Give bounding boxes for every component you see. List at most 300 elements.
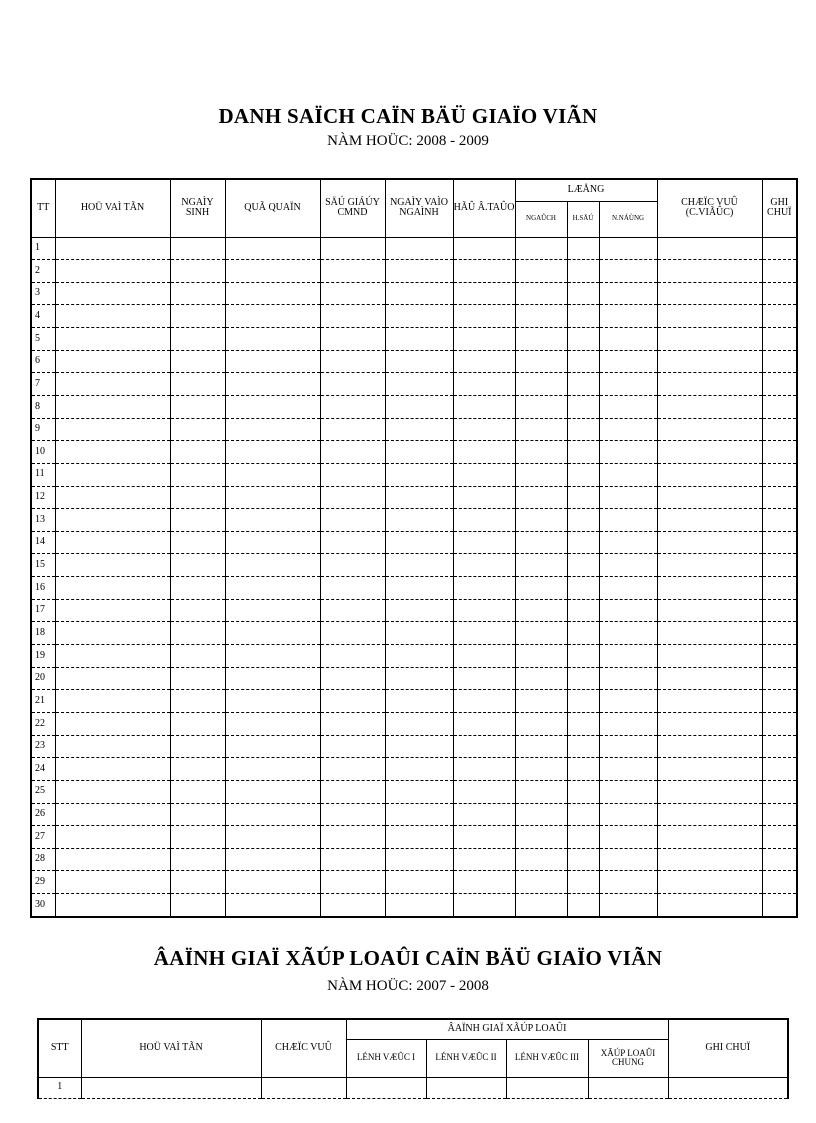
- row-number: 5: [31, 328, 55, 351]
- table-cell: [55, 599, 170, 622]
- row-number: 9: [31, 418, 55, 441]
- table-cell: [225, 803, 320, 826]
- table-cell: [762, 712, 797, 735]
- table-row: [31, 667, 797, 690]
- table-cell: [385, 554, 453, 577]
- table-cell: [225, 599, 320, 622]
- header-dob: NGAÌY SINH: [170, 179, 225, 237]
- header-salary: LÆÅNG: [515, 179, 657, 201]
- table-cell: [515, 667, 567, 690]
- table-cell: [515, 531, 567, 554]
- table-cell: [170, 848, 225, 871]
- table-cell: [225, 826, 320, 849]
- table-cell: [320, 418, 385, 441]
- table-cell: [225, 577, 320, 600]
- table-cell: [225, 645, 320, 668]
- table-cell: [515, 690, 567, 713]
- table-cell: [515, 622, 567, 645]
- table-cell: [657, 894, 762, 917]
- table-cell: [225, 554, 320, 577]
- table-cell: [762, 305, 797, 328]
- table-cell: [170, 780, 225, 803]
- table-cell: [762, 758, 797, 781]
- table-cell: [55, 712, 170, 735]
- table-cell: [320, 894, 385, 917]
- table-cell: [453, 871, 515, 894]
- table-cell: [55, 350, 170, 373]
- table-cell: [657, 803, 762, 826]
- table-cell: [567, 758, 599, 781]
- table-cell: [170, 803, 225, 826]
- table-cell: [453, 758, 515, 781]
- table-cell: [515, 712, 567, 735]
- table-cell: [225, 282, 320, 305]
- table-cell: [385, 758, 453, 781]
- table-cell: [762, 871, 797, 894]
- eval-header-field-1: LÉNH VÆÛC I: [346, 1039, 426, 1077]
- table-cell: [567, 441, 599, 464]
- table-cell: [657, 554, 762, 577]
- table-cell: [55, 237, 170, 260]
- table-cell: [170, 418, 225, 441]
- table-cell: [515, 237, 567, 260]
- table-cell: [170, 712, 225, 735]
- table-cell: [385, 531, 453, 554]
- table-cell: [453, 441, 515, 464]
- table-cell: [320, 645, 385, 668]
- table-cell: [320, 780, 385, 803]
- table-cell: [567, 735, 599, 758]
- table-cell: [567, 260, 599, 283]
- table-cell: [453, 826, 515, 849]
- table-cell: [385, 894, 453, 917]
- table-row: [31, 418, 797, 441]
- table-cell: [385, 486, 453, 509]
- table-cell: [762, 894, 797, 917]
- table-cell: [385, 260, 453, 283]
- table-cell: [320, 486, 385, 509]
- table-cell: [320, 667, 385, 690]
- table-cell: [599, 328, 657, 351]
- table-cell: [453, 622, 515, 645]
- table-cell: [385, 350, 453, 373]
- table-cell: [320, 622, 385, 645]
- table-cell: [385, 826, 453, 849]
- table-cell: [599, 894, 657, 917]
- table-cell: [55, 690, 170, 713]
- table-cell: [567, 645, 599, 668]
- table-cell: [453, 260, 515, 283]
- row-number: 24: [31, 758, 55, 781]
- table-cell: [657, 260, 762, 283]
- table-cell: [567, 622, 599, 645]
- list-title: DANH SAÏCH CAÏN BÄÜ GIAÏO VIÃN: [218, 104, 598, 128]
- table-cell: [567, 554, 599, 577]
- table-cell: [515, 418, 567, 441]
- table-row: [31, 577, 797, 600]
- table-cell: [55, 622, 170, 645]
- table-cell: [385, 373, 453, 396]
- table-cell: [385, 667, 453, 690]
- table-cell: [599, 531, 657, 554]
- table-cell: [170, 305, 225, 328]
- table-cell: [506, 1077, 588, 1098]
- table-cell: [515, 463, 567, 486]
- table-cell: [515, 645, 567, 668]
- table-row: [31, 826, 797, 849]
- table-cell: [599, 645, 657, 668]
- table-cell: [55, 441, 170, 464]
- table-row: [31, 531, 797, 554]
- table-cell: [385, 577, 453, 600]
- header-name: HOÜ VAÌ TÃN: [55, 179, 170, 237]
- table-cell: [225, 395, 320, 418]
- table-cell: [599, 350, 657, 373]
- table-cell: [170, 509, 225, 532]
- table-cell: [515, 599, 567, 622]
- table-cell: [320, 848, 385, 871]
- table-cell: [515, 848, 567, 871]
- table-cell: [515, 373, 567, 396]
- eval-header-note: GHI CHUÏ: [668, 1019, 788, 1077]
- table-cell: [385, 395, 453, 418]
- table-row: [31, 803, 797, 826]
- table-cell: [567, 667, 599, 690]
- row-number: 17: [31, 599, 55, 622]
- table-cell: [453, 599, 515, 622]
- table-cell: [385, 848, 453, 871]
- table-cell: [55, 509, 170, 532]
- table-cell: [385, 735, 453, 758]
- table-cell: [225, 328, 320, 351]
- table-cell: [453, 486, 515, 509]
- table-cell: [515, 894, 567, 917]
- table-cell: [225, 486, 320, 509]
- table-cell: [225, 712, 320, 735]
- table-cell: [762, 826, 797, 849]
- table-cell: [657, 373, 762, 396]
- table-row: [31, 758, 797, 781]
- table-cell: [657, 531, 762, 554]
- row-number: 26: [31, 803, 55, 826]
- table-cell: [599, 622, 657, 645]
- table-cell: [170, 260, 225, 283]
- eval-header-field-3: LÉNH VÆÛC III: [506, 1039, 588, 1077]
- table-cell: [453, 531, 515, 554]
- table-cell: [567, 328, 599, 351]
- table-cell: [515, 803, 567, 826]
- table-row: [38, 1077, 788, 1098]
- table-cell: [55, 531, 170, 554]
- table-cell: [567, 826, 599, 849]
- table-cell: [55, 894, 170, 917]
- table-cell: [170, 690, 225, 713]
- table-cell: [657, 305, 762, 328]
- table-cell: [225, 780, 320, 803]
- table-cell: [515, 305, 567, 328]
- table-cell: [657, 848, 762, 871]
- table-cell: [762, 803, 797, 826]
- header-hometown: QUÃ QUAÏN: [225, 179, 320, 237]
- header-note: GHI CHUÏ: [762, 179, 797, 237]
- table-cell: [515, 350, 567, 373]
- table-cell: [320, 441, 385, 464]
- table-cell: [657, 690, 762, 713]
- table-cell: [170, 645, 225, 668]
- table-cell: [599, 260, 657, 283]
- table-cell: [320, 395, 385, 418]
- table-cell: [225, 237, 320, 260]
- table-cell: [55, 780, 170, 803]
- row-number: 4: [31, 305, 55, 328]
- table-cell: [385, 622, 453, 645]
- table-cell: [453, 282, 515, 305]
- row-number: 18: [31, 622, 55, 645]
- table-cell: [55, 758, 170, 781]
- table-cell: [55, 826, 170, 849]
- table-cell: [567, 577, 599, 600]
- table-cell: [453, 735, 515, 758]
- row-number: 3: [31, 282, 55, 305]
- table-cell: [170, 758, 225, 781]
- table-cell: [657, 712, 762, 735]
- table-cell: [599, 690, 657, 713]
- table-cell: [657, 282, 762, 305]
- table-cell: [567, 848, 599, 871]
- table-cell: [320, 237, 385, 260]
- table-row: [31, 871, 797, 894]
- table-cell: [320, 554, 385, 577]
- table-cell: [762, 645, 797, 668]
- row-number: 7: [31, 373, 55, 396]
- table-cell: [453, 848, 515, 871]
- table-cell: [453, 305, 515, 328]
- table-cell: [762, 531, 797, 554]
- table-cell: [762, 441, 797, 464]
- row-number: 30: [31, 894, 55, 917]
- table-cell: [599, 667, 657, 690]
- table-cell: [657, 441, 762, 464]
- eval-header-position: CHÆÏC VUÛ: [261, 1019, 346, 1077]
- table-cell: [453, 645, 515, 668]
- row-number: 16: [31, 577, 55, 600]
- table-cell: [762, 509, 797, 532]
- table-row: [31, 894, 797, 917]
- table-cell: [225, 735, 320, 758]
- table-row: [31, 395, 797, 418]
- table-cell: [762, 373, 797, 396]
- row-number: 12: [31, 486, 55, 509]
- table-cell: [453, 554, 515, 577]
- row-number: 23: [31, 735, 55, 758]
- list-school-year: NÀM HOÜC: 2008 - 2009: [327, 133, 489, 149]
- table-cell: [599, 577, 657, 600]
- table-cell: [599, 554, 657, 577]
- table-cell: [515, 780, 567, 803]
- table-cell: [657, 577, 762, 600]
- row-number: 28: [31, 848, 55, 871]
- table-cell: [762, 350, 797, 373]
- table-cell: [225, 509, 320, 532]
- table-cell: [225, 758, 320, 781]
- table-cell: [567, 418, 599, 441]
- table-cell: [55, 395, 170, 418]
- table-cell: [567, 373, 599, 396]
- table-cell: [762, 690, 797, 713]
- table-row: [31, 690, 797, 713]
- header-salary-coef: H.SÄÚ: [567, 201, 599, 237]
- table-cell: [170, 826, 225, 849]
- table-cell: [657, 780, 762, 803]
- table-cell: [567, 690, 599, 713]
- table-cell: [762, 418, 797, 441]
- table-cell: [453, 328, 515, 351]
- table-cell: [599, 735, 657, 758]
- table-cell: [320, 758, 385, 781]
- table-cell: [320, 509, 385, 532]
- header-id: SÄÚ GIÁÚY CMND: [320, 179, 385, 237]
- table-cell: [385, 509, 453, 532]
- table-cell: [320, 871, 385, 894]
- table-cell: [320, 577, 385, 600]
- table-cell: [657, 237, 762, 260]
- table-cell: [170, 328, 225, 351]
- row-number: 6: [31, 350, 55, 373]
- table-cell: [657, 735, 762, 758]
- table-cell: [762, 282, 797, 305]
- table-cell: [515, 328, 567, 351]
- row-number: 29: [31, 871, 55, 894]
- table-cell: [599, 758, 657, 781]
- table-row: [31, 554, 797, 577]
- table-cell: [515, 554, 567, 577]
- table-cell: [599, 282, 657, 305]
- table-cell: [170, 373, 225, 396]
- table-cell: [385, 305, 453, 328]
- table-cell: [170, 871, 225, 894]
- table-cell: [599, 509, 657, 532]
- table-cell: [225, 350, 320, 373]
- table-cell: [453, 463, 515, 486]
- table-cell: [320, 803, 385, 826]
- table-cell: [320, 463, 385, 486]
- table-cell: [55, 282, 170, 305]
- evaluation-school-year: NÀM HOÜC: 2007 - 2008: [327, 978, 489, 994]
- table-row: [31, 509, 797, 532]
- row-number: 27: [31, 826, 55, 849]
- table-cell: [55, 486, 170, 509]
- table-cell: [453, 780, 515, 803]
- table-cell: [567, 894, 599, 917]
- table-cell: [225, 848, 320, 871]
- table-cell: [81, 1077, 261, 1098]
- table-cell: [225, 622, 320, 645]
- row-number: 11: [31, 463, 55, 486]
- table-cell: [385, 803, 453, 826]
- table-row: [31, 645, 797, 668]
- table-cell: [170, 577, 225, 600]
- table-cell: [320, 826, 385, 849]
- table-cell: [567, 350, 599, 373]
- table-cell: [225, 373, 320, 396]
- table-cell: [320, 305, 385, 328]
- table-cell: [453, 350, 515, 373]
- table-cell: [170, 237, 225, 260]
- table-cell: [320, 690, 385, 713]
- table-cell: [599, 712, 657, 735]
- table-cell: [55, 260, 170, 283]
- table-cell: [599, 599, 657, 622]
- evaluation-title: ÂAÏNH GIAÏ XÃÚP LOAÛI CAÏN BÄÜ GIAÏO VIÃN: [153, 946, 663, 970]
- table-cell: [567, 599, 599, 622]
- table-cell: [385, 282, 453, 305]
- eval-header-stt: STT: [38, 1019, 81, 1077]
- table-cell: [762, 463, 797, 486]
- table-cell: [515, 577, 567, 600]
- table-cell: [170, 667, 225, 690]
- table-cell: [515, 826, 567, 849]
- table-cell: [599, 463, 657, 486]
- table-cell: [225, 418, 320, 441]
- table-cell: [320, 735, 385, 758]
- table-cell: [599, 237, 657, 260]
- table-cell: [426, 1077, 506, 1098]
- table-cell: [346, 1077, 426, 1098]
- table-cell: [567, 463, 599, 486]
- table-cell: [225, 871, 320, 894]
- eval-header-group: ÂAÏNH GIAÏ XÃÚP LOAÛI: [346, 1019, 668, 1039]
- table-cell: [453, 894, 515, 917]
- table-cell: [762, 848, 797, 871]
- row-number: 2: [31, 260, 55, 283]
- table-cell: [320, 373, 385, 396]
- table-cell: [599, 441, 657, 464]
- table-cell: [567, 282, 599, 305]
- table-cell: [599, 871, 657, 894]
- table-row: [31, 350, 797, 373]
- table-cell: [320, 599, 385, 622]
- table-cell: [320, 260, 385, 283]
- table-cell: [567, 871, 599, 894]
- header-tt: TT: [31, 179, 55, 237]
- table-cell: [515, 758, 567, 781]
- table-cell: [762, 554, 797, 577]
- row-number: 15: [31, 554, 55, 577]
- table-cell: [320, 712, 385, 735]
- table-cell: [599, 373, 657, 396]
- row-number: 21: [31, 690, 55, 713]
- table-cell: [170, 531, 225, 554]
- table-cell: [762, 260, 797, 283]
- table-cell: [515, 509, 567, 532]
- row-number: 14: [31, 531, 55, 554]
- table-cell: [599, 803, 657, 826]
- table-row: [31, 599, 797, 622]
- table-cell: [225, 894, 320, 917]
- table-cell: [453, 237, 515, 260]
- table-row: [31, 373, 797, 396]
- table-cell: [320, 328, 385, 351]
- table-cell: [762, 395, 797, 418]
- table-cell: [170, 622, 225, 645]
- table-cell: [261, 1077, 346, 1098]
- table-cell: [453, 418, 515, 441]
- eval-header-field-2: LÉNH VÆÛC II: [426, 1039, 506, 1077]
- table-cell: [170, 350, 225, 373]
- table-row: [31, 848, 797, 871]
- table-cell: [599, 305, 657, 328]
- table-cell: [170, 554, 225, 577]
